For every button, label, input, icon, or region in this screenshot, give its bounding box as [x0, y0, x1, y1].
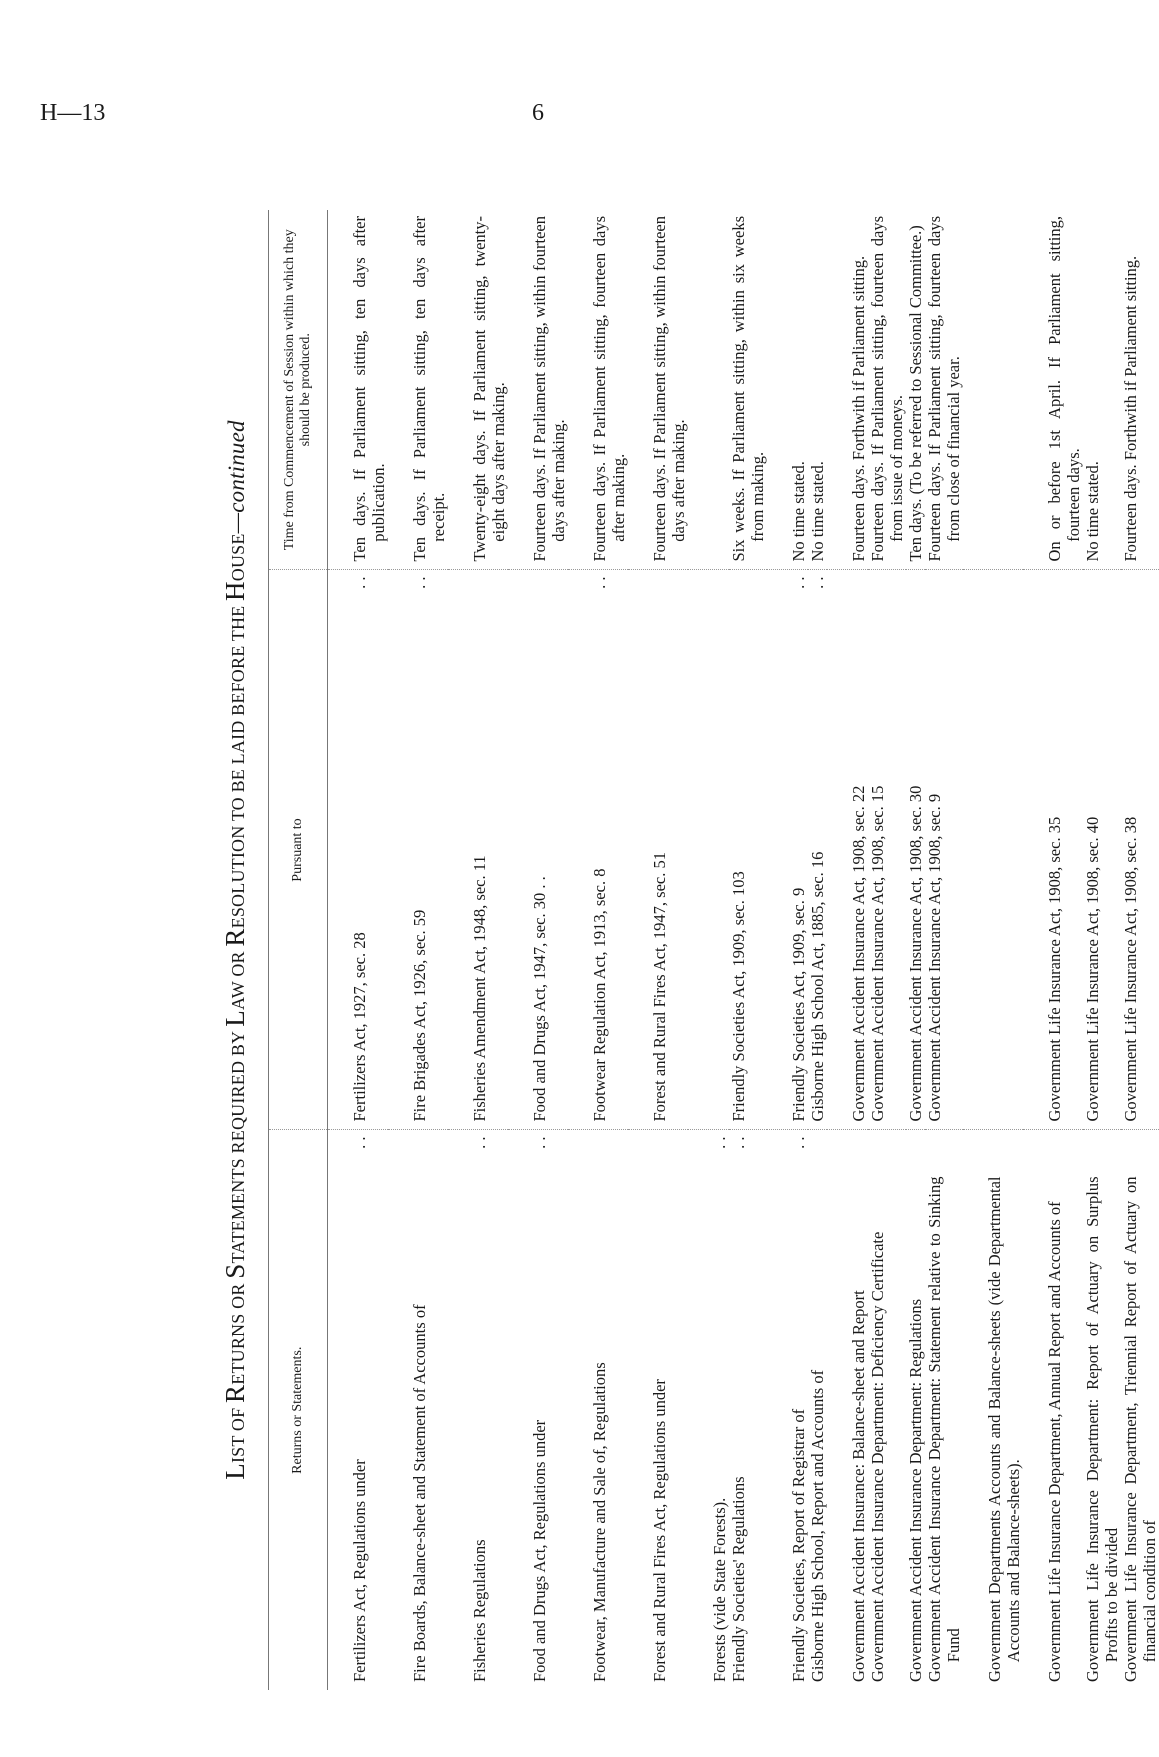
time-cell: Fourteen days. If Parliament sitting, within fourteen days after making. [508, 210, 568, 570]
table-row [328, 210, 389, 1690]
time-cell [963, 210, 1023, 570]
table-row [808, 210, 827, 1690]
returns-cell: Government Life Insurance Department, Triennial Report of Actuary on financial condition of [1121, 1176, 1159, 1682]
returns-cell: Government Departments Accounts and Balance-sheets (vide Departmental Accounts and Balance-sheets). [985, 1176, 1023, 1682]
pursuant-cell: Government Accident Insurance Act, 1908, sec. 30 [906, 570, 925, 1130]
column-header-time: Time from Commencement of Session within which they should be produced. [269, 210, 328, 570]
table-row [1023, 210, 1083, 1690]
returns-cell: Forest and Rural Fires Act, Regulations under [650, 1379, 669, 1682]
returns-cell: Footwear, Manufacture and Sale of, Regulations [590, 1362, 609, 1682]
returns-cell: Friendly Societies' Regulations . . [729, 1136, 748, 1682]
pursuant-cell: Government Life Insurance Act, 1908, sec. 35 [1023, 570, 1083, 1130]
pursuant-cell: Fire Brigades Act, 1926, sec. 59 . . [388, 570, 448, 1130]
table-row [688, 210, 729, 1690]
table-row [868, 210, 906, 1690]
pursuant-cell: Fisheries Amendment Act, 1948, sec. 11 [448, 570, 508, 1130]
table-row [448, 210, 508, 1690]
table-row [1121, 210, 1159, 1690]
time-cell: Fourteen days. If Parliament sitting, fourteen days from close of financial year. [925, 210, 963, 570]
pursuant-cell: Government Life Insurance Act, 1908, sec. 40 [1083, 570, 1121, 1130]
time-cell: Twenty-eight days. If Parliament sitting, twenty-eight days after making. [448, 210, 508, 570]
returns-cell: Government Accident Insurance Department: Regulations [906, 1298, 925, 1682]
table-row [729, 210, 767, 1690]
pursuant-cell: Government Accident Insurance Act, 1908, sec. 22 [827, 570, 868, 1130]
page-identifier: H—13 [40, 100, 106, 126]
table-row [388, 210, 448, 1690]
pursuant-cell: Fertilizers Act, 1927, sec. 28 . . [328, 570, 389, 1130]
returns-cell: Fisheries Regulations . . [470, 1136, 489, 1682]
returns-cell: Gisborne High School, Report and Accounts of [808, 1369, 827, 1682]
pursuant-cell: Government Accident Insurance Act, 1908, sec. 9 [925, 570, 963, 1130]
column-header-returns: Returns or Statements. [269, 1130, 328, 1690]
returns-cell: Food and Drugs Act, Regulations under . . [530, 1136, 549, 1682]
returns-table [268, 210, 1159, 1690]
page-title: LIST OF RETURNS OR STATEMENTS REQUIRED BY LAW OR RESOLUTION TO BE LAID BEFORE THE HOUSE—continued [220, 420, 250, 1480]
pursuant-cell [688, 570, 729, 1130]
time-cell: Ten days. If Parliament sitting, ten days after receipt. [388, 210, 448, 570]
table-row [906, 210, 925, 1690]
returns-cell: Forests (vide State Forests). . . [710, 1136, 729, 1682]
table-row [568, 210, 628, 1690]
pursuant-cell: Friendly Societies Act, 1909, sec. 9 . . [767, 570, 808, 1130]
time-cell: Fourteen days. If Parliament sitting, within fourteen days after making. [628, 210, 688, 570]
returns-cell: Government Accident Insurance: Balance-sheet and Report [849, 1290, 868, 1682]
pursuant-cell: Food and Drugs Act, 1947, sec. 30 . . [508, 570, 568, 1130]
table-row [925, 210, 963, 1690]
table-row [963, 210, 1023, 1690]
time-cell: No time stated. [1083, 210, 1121, 570]
rotated-table-block [220, 210, 1159, 1690]
returns-cell: Government Accident Insurance Department: Deficiency Certificate [868, 1231, 887, 1682]
pursuant-cell [963, 570, 1023, 1130]
returns-cell: Fire Boards, Balance-sheet and Statement of Accounts of [410, 1304, 429, 1682]
table-row [767, 210, 808, 1690]
pursuant-cell: Government Life Insurance Act, 1908, sec. 38 [1121, 570, 1159, 1130]
returns-cell: Government Life Insurance Department, Annual Report and Accounts of [1045, 1201, 1064, 1682]
time-cell: No time stated. [808, 210, 827, 570]
returns-cell: Friendly Societies, Report of Registrar of . . [789, 1136, 808, 1682]
pursuant-cell: Footwear Regulation Act, 1913, sec. 8 . . [568, 570, 628, 1130]
column-header-pursuant: Pursuant to [269, 570, 328, 1130]
time-cell: Six weeks. If Parliament sitting, within six weeks from making. [729, 210, 767, 570]
table-row [1083, 210, 1121, 1690]
time-cell [688, 210, 729, 570]
table-row [628, 210, 688, 1690]
time-cell: Fourteen days. If Parliament sitting, fourteen days from issue of moneys. [868, 210, 906, 570]
returns-cell: Government Life Insurance Department: Report of Actuary on Surplus Profits to be divided [1083, 1176, 1121, 1682]
page-number: 6 [532, 100, 544, 126]
pursuant-cell: Forest and Rural Fires Act, 1947, sec. 51 [628, 570, 688, 1130]
pursuant-cell: Government Accident Insurance Act, 1908, sec. 15 [868, 570, 906, 1130]
time-cell: Ten days. If Parliament sitting, ten days after publication. [328, 210, 389, 570]
time-cell: Ten days. (To be referred to Sessional Committee.) [906, 210, 925, 570]
returns-cell: Government Accident Insurance Department: Statement relative to Sinking Fund [925, 1176, 963, 1682]
pursuant-cell: Gisborne High School Act, 1885, sec. 16 . . [808, 570, 827, 1130]
pursuant-cell: Friendly Societies Act, 1909, sec. 103 [729, 570, 767, 1130]
table-row [827, 210, 868, 1690]
table-row [508, 210, 568, 1690]
time-cell: On or before 1st April. If Parliament sitting, fourteen days. [1023, 210, 1083, 570]
returns-cell: Fertilizers Act, Regulations under . . [350, 1136, 369, 1682]
time-cell: Fourteen days. Forthwith if Parliament sitting. [827, 210, 868, 570]
time-cell: Fourteen days. If Parliament sitting, fourteen days after making. [568, 210, 628, 570]
time-cell: Fourteen days. Forthwith if Parliament sitting. [1121, 210, 1159, 570]
time-cell: No time stated. [767, 210, 808, 570]
